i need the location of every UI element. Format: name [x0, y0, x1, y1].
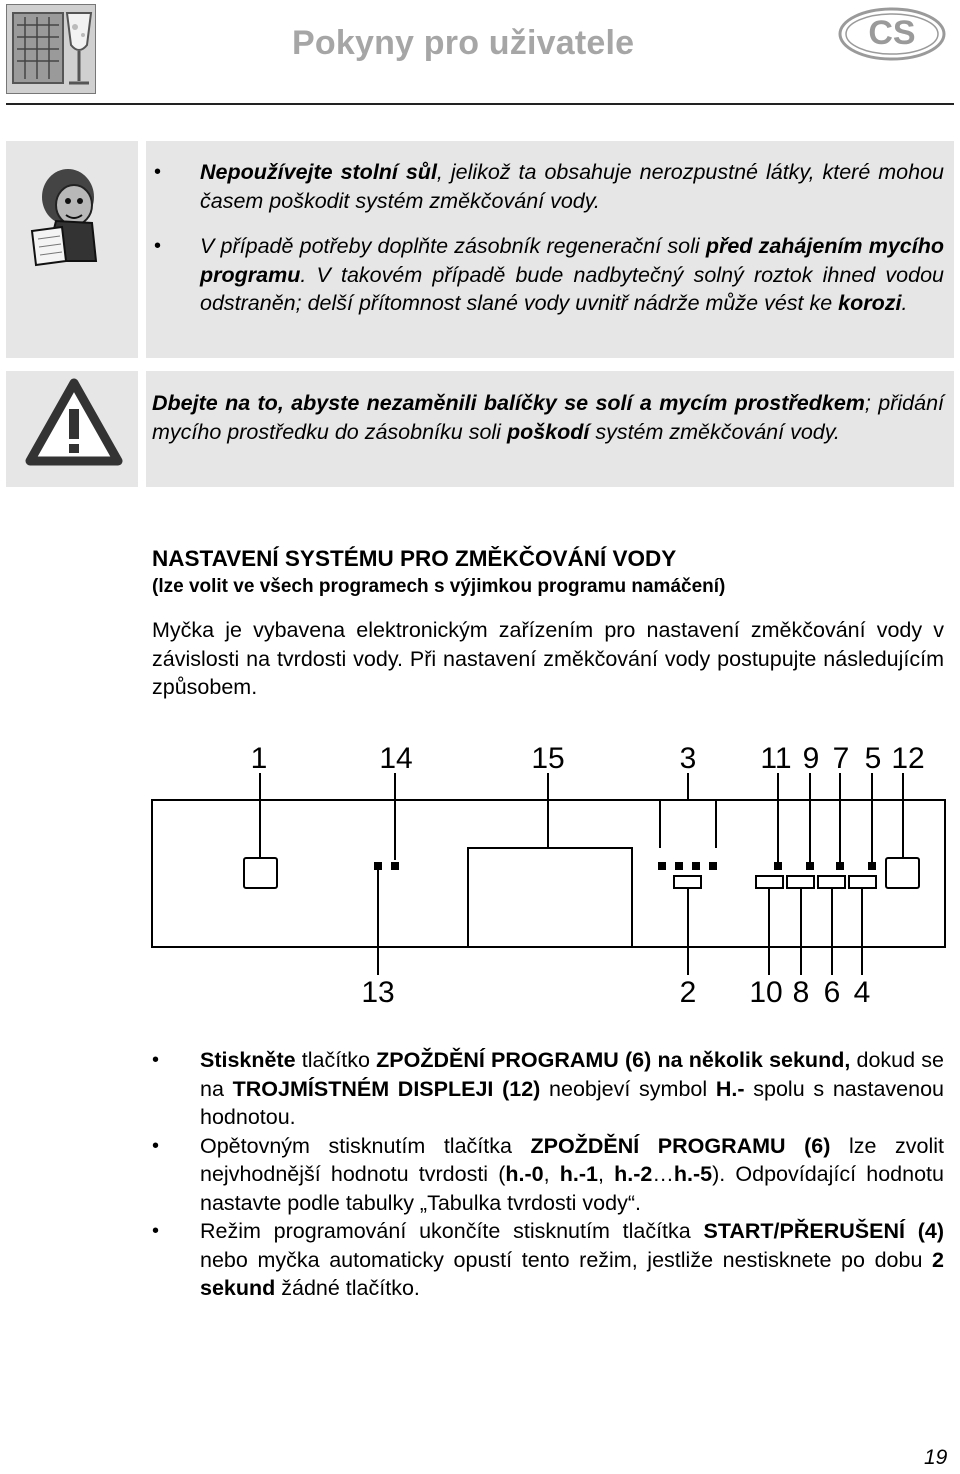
warning-text: Dbejte na to, abyste nezaměnili balíčky se solí a mycím prostředkem; přidání mycího prostředku do zásobníku soli poškodí systém změkčování vody.	[152, 391, 944, 444]
language-code: CS	[868, 14, 916, 52]
button-4	[849, 876, 876, 888]
label-9: 9	[802, 742, 820, 775]
label-13: 13	[361, 976, 395, 1009]
bracket-3	[660, 800, 716, 848]
label-6: 6	[823, 976, 841, 1009]
instruction-item: • Stiskněte tlačítko ZPOŽDĚNÍ PROGRAMU (6) na několik sekund, dokud se na TROJMÍSTNÉM DISPLEJI (12) neobjeví symbol H.- spolu s nastavenou hodnotou.	[152, 1046, 944, 1132]
label-11: 11	[760, 742, 792, 775]
label-14: 14	[379, 742, 413, 775]
label-12: 12	[891, 742, 925, 775]
control-panel-outline	[152, 800, 945, 947]
page-number: 19	[924, 1446, 948, 1469]
warning-triangle-icon	[6, 371, 138, 487]
label-7: 7	[832, 742, 850, 775]
button-8	[787, 876, 814, 888]
display-window	[468, 848, 632, 947]
mascot-icon	[6, 141, 138, 358]
label-2: 2	[679, 976, 697, 1009]
warning-icon-panel	[6, 371, 138, 487]
note-item-salt: • Nepoužívejte stolní sůl, jelikož ta obsahuje nerozpustné látky, které mohou časem poškodit systém změkčování vody.	[146, 158, 954, 215]
note-text-panel	[146, 141, 954, 358]
button-10	[756, 876, 783, 888]
label-1: 1	[250, 742, 268, 775]
section-heading: NASTAVENÍ SYSTÉMU PRO ZMĚKČOVÁNÍ VODY	[152, 546, 677, 571]
instruction-item: • Opětovným stisknutím tlačítka ZPOŽDĚNÍ PROGRAMU (6) lze zvolit nejvhodnější hodnotu tvrdosti (h.-0, h.-1, h.-2…h.-5). Odpovídající hodnotu nastavte podle tabulky „Tabulka tvrdosti vody“.	[152, 1132, 944, 1218]
dishwasher-logo-icon	[6, 4, 96, 94]
instruction-list	[152, 1046, 944, 1303]
label-15: 15	[531, 742, 565, 775]
header-divider	[6, 103, 954, 105]
label-3: 3	[679, 742, 697, 775]
warning-text-panel	[146, 371, 954, 487]
button-6	[818, 876, 845, 888]
display-12	[886, 858, 919, 888]
page-title: Pokyny pro uživatele	[292, 24, 635, 62]
main-switch-button	[244, 858, 277, 888]
label-10: 10	[749, 976, 783, 1009]
section-paragraph: Myčka je vybavena elektronickým zařízením pro nastavení změkčování vody v závislosti na tvrdosti vody. Při nastavení změkčování vody postupujte následujícím způsobem.	[152, 618, 944, 699]
instruction-item: • Režim programování ukončíte stisknutím tlačítka START/PŘERUŠENÍ (4) nebo myčka automaticky opustí tento režim, jestliže nestisknete po dobu 2 sekund žádné tlačítko.	[152, 1217, 944, 1303]
button-2	[674, 876, 701, 888]
label-4: 4	[853, 976, 871, 1009]
label-8: 8	[792, 976, 810, 1009]
label-5: 5	[864, 742, 882, 775]
section-subheading: (lze volit ve všech programech s výjimkou programu namáčení)	[152, 576, 726, 597]
note-icon-panel	[6, 141, 138, 358]
note-item-refill: • V případě potřeby doplňte zásobník regenerační soli před zahájením mycího programu. V takovém případě bude nadbytečný solný roztok ihned vodou odstraněn; delší přítomnost slané vody uvnitř nádrže může vést ke korozi.	[146, 232, 954, 318]
